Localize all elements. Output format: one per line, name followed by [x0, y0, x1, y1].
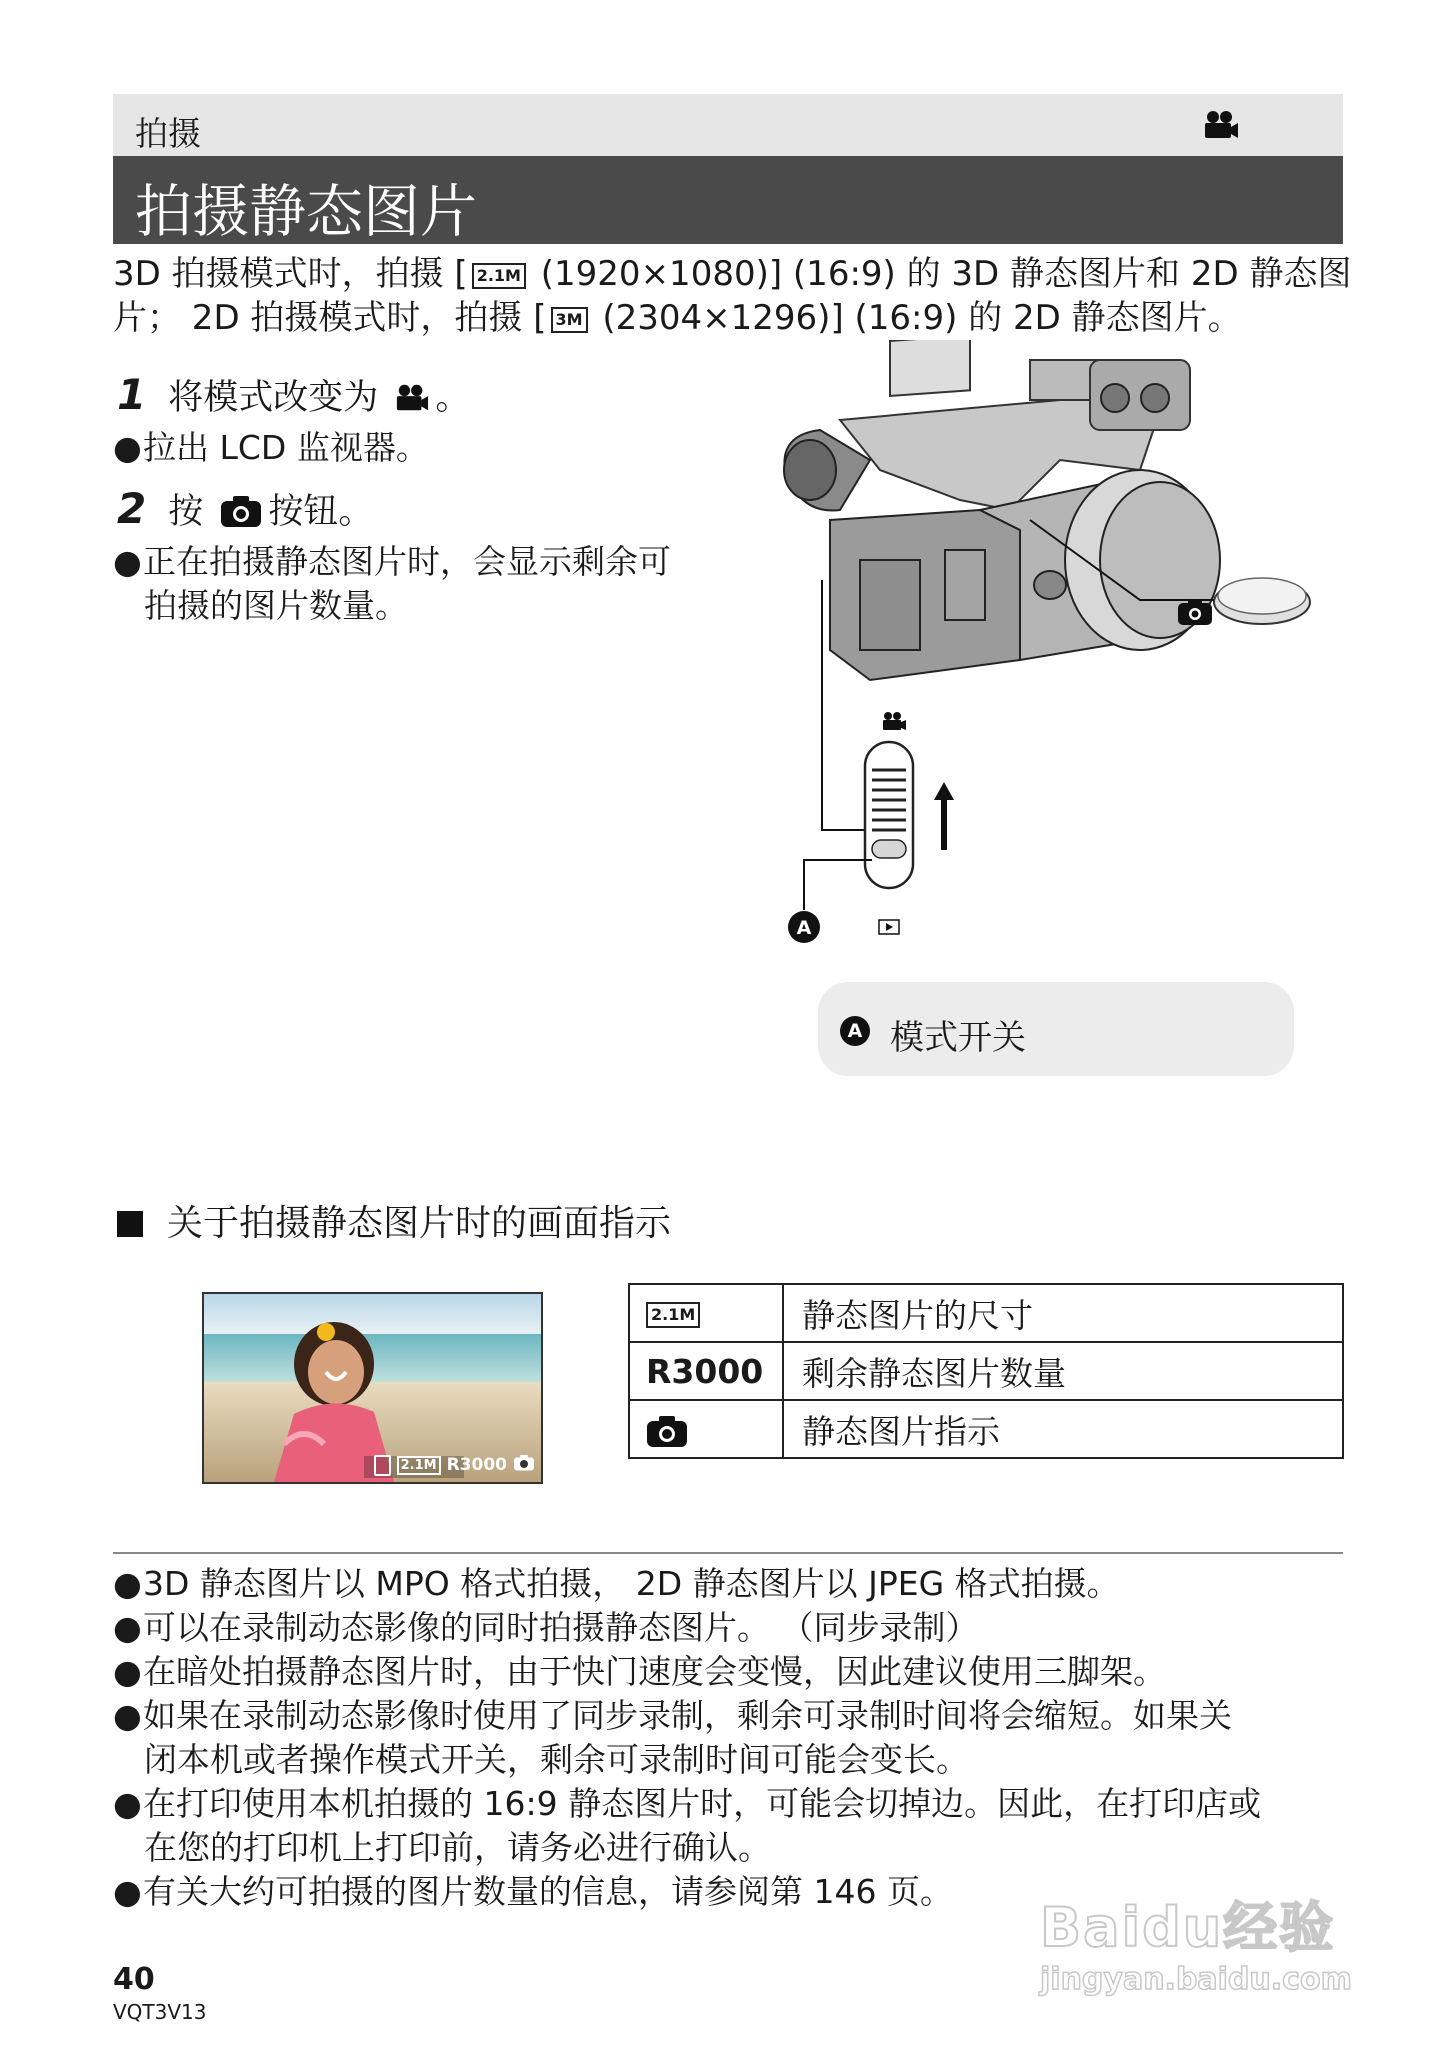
- table-row: [629, 1342, 1343, 1400]
- step-text: 按钮。: [268, 492, 374, 532]
- divider: [113, 1552, 1343, 1554]
- note-text: 闭本机或者操作模式开关，剩余可录制时间可能会变长。: [144, 1740, 969, 1779]
- intro-paragraph: [113, 252, 1353, 340]
- section-heading-text: 关于拍摄静态图片时的画面指示: [167, 1203, 672, 1244]
- movie-camera-icon: [389, 378, 435, 418]
- camera-icon: [214, 492, 268, 532]
- size-badge-2-1m: 2.1M: [472, 263, 526, 289]
- list-item: ●可以在录制动态影像的同时拍摄静态图片。 （同步录制）: [113, 1608, 979, 1647]
- size-badge-2-1m: 2.1M: [646, 1302, 700, 1328]
- note-text: 在您的打印机上打印前，请务必进行确认。: [144, 1828, 771, 1867]
- page-title: 拍摄静态图片: [135, 179, 477, 245]
- legend-key: [629, 1284, 783, 1342]
- step-1: [117, 370, 470, 420]
- note-text: 在暗处拍摄静态图片时，由于快门速度会变慢，因此建议使用三脚架。: [143, 1652, 1166, 1691]
- callout-a-label: A: [796, 917, 812, 939]
- list-item: ●在打印使用本机拍摄的 16:9 静态图片时，可能会切掉边。因此，在打印店或 在您的打印机上打印前，请务必进行确认。: [113, 1782, 1353, 1870]
- indicator-legend-table: [628, 1283, 1344, 1459]
- notes-list: [113, 1562, 1353, 1914]
- legend-desc: 剩余静态图片数量: [783, 1342, 1343, 1400]
- intro-text: (1920×1080)] (16:9) 的 3D 静态图片和 2D 静态图: [529, 254, 1352, 294]
- baidu-watermark: [1040, 1885, 1352, 1997]
- step-2-bullet: ●正在拍摄静态图片时，会显示剩余可 拍摄的图片数量。: [113, 540, 671, 628]
- page-number: 40: [113, 1962, 155, 1997]
- movie-camera-icon: [883, 712, 906, 730]
- movie-camera-icon: [1203, 110, 1239, 144]
- document-code: VQT3V13: [113, 2000, 207, 2024]
- step-number: 2: [117, 484, 147, 533]
- list-item: ●在暗处拍摄静态图片时，由于快门速度会变慢，因此建议使用三脚架。: [113, 1652, 1166, 1691]
- figure-caption: [818, 982, 1294, 1076]
- bullet-text: 拉出 LCD 监视器。: [143, 428, 429, 467]
- note-text: 3D 静态图片以 MPO 格式拍摄， 2D 静态图片以 JPEG 格式拍摄。: [143, 1564, 1120, 1603]
- bullet-text: 正在拍摄静态图片时，会显示剩余可: [143, 542, 671, 581]
- note-text: 如果在录制动态影像时使用了同步录制，剩余可录制时间将会缩短。如果关: [143, 1696, 1232, 1735]
- remaining-count: R3000: [446, 1455, 507, 1475]
- legend-key: R3000: [629, 1342, 783, 1400]
- square-bullet-icon: [117, 1211, 143, 1237]
- arrow-up-icon: [934, 782, 954, 850]
- size-badge-2-1m: 2.1M: [397, 1456, 441, 1475]
- legend-desc: 静态图片指示: [783, 1400, 1343, 1458]
- step-text: 将模式改变为: [168, 378, 379, 418]
- step-text: 按: [168, 492, 204, 532]
- watermark-text: Baidu经验: [1040, 1896, 1336, 1959]
- step-1-bullet: ●拉出 LCD 监视器。: [113, 428, 429, 467]
- list-item: ●有关大约可拍摄的图片数量的信息，请参阅第 146 页。: [113, 1872, 953, 1911]
- list-item: ●3D 静态图片以 MPO 格式拍摄， 2D 静态图片以 JPEG 格式拍摄。: [113, 1564, 1120, 1603]
- step-text: 。: [435, 378, 471, 418]
- note-text: 在打印使用本机拍摄的 16:9 静态图片时，可能会切掉边。因此，在打印店或: [143, 1784, 1262, 1823]
- playback-icon: [879, 920, 899, 934]
- table-row: [629, 1400, 1343, 1458]
- callout-a-marker: A: [840, 1016, 870, 1046]
- camera-icon: [646, 1410, 688, 1449]
- screen-example-photo: [202, 1292, 543, 1484]
- note-text: 有关大约可拍摄的图片数量的信息，请参阅第 146 页。: [143, 1872, 953, 1911]
- intro-text: 片； 2D 拍摄模式时，拍摄 [: [113, 298, 547, 338]
- section-header: [113, 94, 1343, 156]
- camcorder-illustration: [760, 340, 1360, 960]
- intro-text: 3D 拍摄模式时，拍摄 [: [113, 254, 468, 294]
- mode-switch: [865, 742, 913, 888]
- leader-line: [804, 860, 872, 910]
- list-item: ●如果在录制动态影像时使用了同步录制，剩余可录制时间将会缩短。如果关 闭本机或者操作模式开关，剩余可录制时间可能会变长。: [113, 1694, 1353, 1782]
- page-title-bar: [113, 156, 1343, 244]
- table-row: [629, 1284, 1343, 1342]
- caption-text: 模式开关: [890, 1018, 1026, 1058]
- section-heading: [117, 1195, 671, 1246]
- step-number: 1: [117, 370, 147, 419]
- legend-desc: 静态图片的尺寸: [783, 1284, 1343, 1342]
- camcorder-body: [784, 340, 1220, 680]
- watermark-url: jingyan.baidu.com: [1040, 1962, 1352, 1997]
- size-badge-3m: 3M: [551, 307, 588, 333]
- intro-text: (2304×1296)] (16:9) 的 2D 静态图片。: [591, 298, 1242, 338]
- step-2: [117, 484, 373, 534]
- sd-card-icon: [374, 1455, 391, 1476]
- legend-key: [629, 1400, 783, 1458]
- note-text: 可以在录制动态影像的同时拍摄静态图片。 （同步录制）: [143, 1608, 979, 1647]
- camera-icon: [513, 1454, 535, 1476]
- section-label: 拍摄: [135, 114, 201, 153]
- bullet-text: 拍摄的图片数量。: [144, 586, 408, 625]
